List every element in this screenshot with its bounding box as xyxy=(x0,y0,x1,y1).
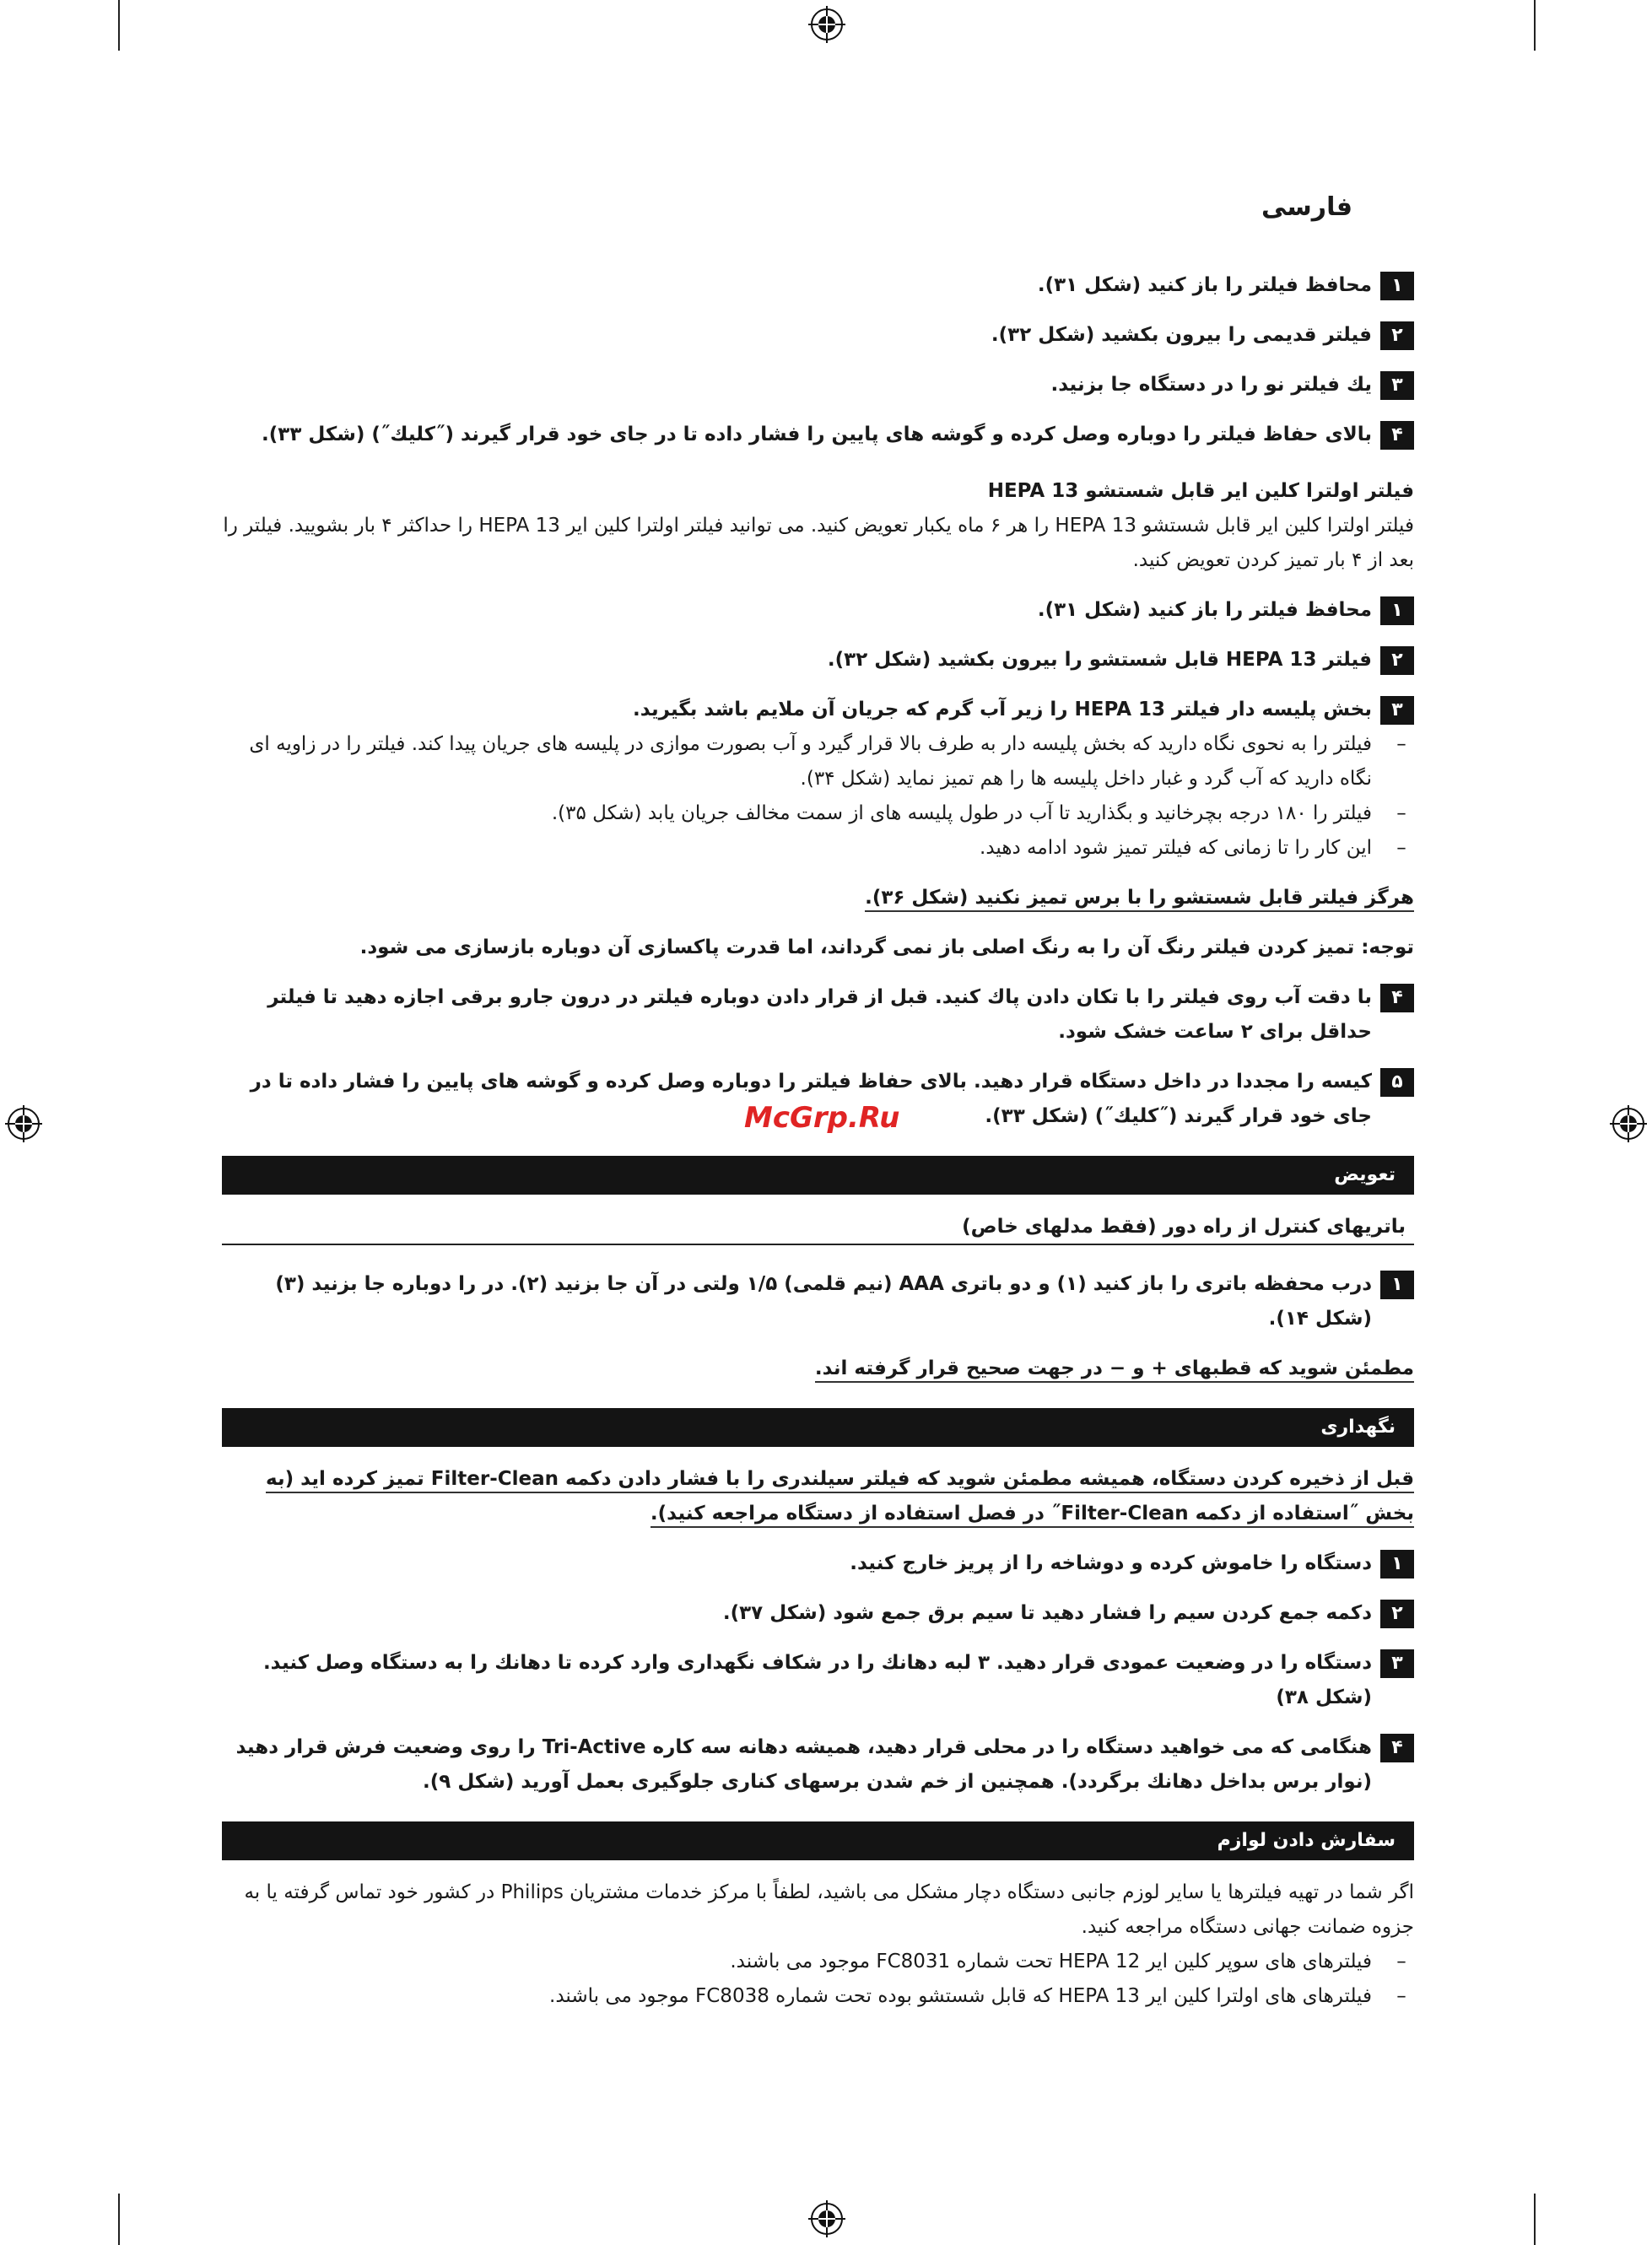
step xyxy=(218,1546,1414,1581)
dash-icon: – xyxy=(1396,733,1406,755)
watermark: McGrp.Ru xyxy=(744,1101,900,1135)
step-number: ۳ xyxy=(1380,371,1414,400)
trim-mark-top-left xyxy=(118,0,120,51)
page-content xyxy=(218,268,1414,2014)
step xyxy=(218,643,1414,677)
step-text: با دقت آب روی فیلتر را با تکان دادن پاك کنید. قبل از قرار دادن دوباره فیلتر در درون جارو برقی اجازه دهید تا فیلتر حداقل برای ۲ ساعت خشک شود. xyxy=(267,986,1372,1043)
step xyxy=(218,418,1414,452)
bullet-item xyxy=(218,727,1414,796)
step xyxy=(218,318,1414,353)
storage-intro-text: قبل از ذخیره کردن دستگاه، همیشه مطمئن شوید که فیلتر سیلندری را با فشار دادن دکمه Filter-Clean تمیز کرده اید (به بخش ˝استفاده از دکمه Filter-Clean˝ در فصل ‌استفاده از دستگاه‌ مراجعه کنید). xyxy=(266,1468,1414,1528)
trim-mark-top-right xyxy=(1534,0,1536,51)
polarity-note xyxy=(218,1352,1414,1386)
step-number: ۳ xyxy=(1380,1649,1414,1678)
registration-mark-bottom xyxy=(808,2200,845,2237)
note: توجه: تمیز کردن فیلتر رنگ آن را به رنگ اصلی باز نمی گرداند، اما قدرت پاکسازی آن دوباره بازسازی می شود. xyxy=(359,936,1414,958)
registration-mark-right xyxy=(1610,1105,1647,1142)
step xyxy=(218,693,1414,727)
step xyxy=(218,593,1414,628)
registration-mark-left xyxy=(5,1105,42,1142)
bullet-text: فیلتر را ۱۸۰ درجه بچرخانید و بگذارید تا آب در طول پلیسه های از سمت مخالف جریان یابد (شکل ۳۵). xyxy=(551,802,1372,824)
step xyxy=(218,1065,1414,1134)
step-number: ۴ xyxy=(1380,1734,1414,1762)
warning-text: هرگز فیلتر قابل شستشو را با برس تمیز نکنید (شکل ۳۶). xyxy=(865,887,1414,912)
bullet-text: این کار را تا زمانی که فیلتر تمیز شود ادامه دهید. xyxy=(980,837,1372,859)
section-replacement xyxy=(222,1156,1414,1245)
step-text: هنگامی که می خواهید دستگاه را در محلی قرار دهید، همیشه دهانه سه کاره Tri-Active را روی وضعیت فرش قرار دهید (نوار برس بداخل دهانك برگردد). همچنین از خم شدن برسهای کناری جلوگیری بعمل آورید (شکل ۹). xyxy=(235,1736,1372,1793)
step-number: ۱ xyxy=(1380,1271,1414,1299)
polarity-note-text: مطمئن شوید که قطبهای + و − در جهت صحیح قرار گرفته اند. xyxy=(815,1357,1414,1383)
section-band: نگهداری xyxy=(222,1408,1414,1447)
warning xyxy=(218,881,1414,915)
step xyxy=(218,268,1414,303)
step-number: ۲ xyxy=(1380,646,1414,675)
step-number: ۴ xyxy=(1380,421,1414,450)
step-number: ۲ xyxy=(1380,321,1414,350)
storage-intro xyxy=(218,1462,1414,1531)
step-number: ۵ xyxy=(1380,1068,1414,1097)
step-text: بالای حفاظ فیلتر را دوباره وصل کرده و گوشه های پایین را فشار داده تا در جای خود قرار گیرند (˝کلیك˝) (شکل ۳۳). xyxy=(262,424,1372,445)
step-text: دستگاه را خاموش کرده و دوشاخه را از پریز خارج کنید. xyxy=(850,1552,1372,1574)
bullet-text: فیلترهای های اولترا کلین ایر HEPA 13 که قابل شستشو بوده تحت شماره FC8038 موجود می باشند. xyxy=(549,1985,1372,2007)
step-number: ۱ xyxy=(1380,596,1414,625)
step-text: درب محفظه باتری را باز کنید (۱) و دو باتری AAA (نیم قلمی) ۱/۵ ولتی در آن جا بزنید (۲). در را دوباره جا بزنید (۳) (شکل ۱۴). xyxy=(275,1273,1372,1330)
step-text: محافظ فیلتر را باز کنید (شکل ۳۱). xyxy=(1037,599,1372,621)
bullet-item xyxy=(218,831,1414,866)
hepa-title: فیلتر اولترا کلین ایر قابل شستشو HEPA 13 xyxy=(987,480,1414,502)
step xyxy=(218,980,1414,1050)
bullet-text: فیلتر را به نحوی نگاه دارید که بخش پلیسه دار به طرف بالا قرار گیرد و آب بصورت موازی در پلیسه های جریان پیدا کند. فیلتر را در زاویه ای نگاه دارید که آب گرد و غبار داخل پلیسه ها را هم تمیز نماید (شکل ۳۴). xyxy=(249,733,1372,790)
section-storage xyxy=(222,1408,1414,1447)
section-subtitle: باتریهای کنترل از راه دور (فقط مدلهای خاص) xyxy=(222,1210,1414,1245)
dash-icon: – xyxy=(1396,1951,1406,1972)
dash-icon: – xyxy=(1396,802,1406,824)
page-heading: فارسی xyxy=(1261,192,1352,222)
step xyxy=(218,1646,1414,1715)
ordering-intro: اگر شما در تهیه فیلترها یا سایر لوزم جانبی دستگاه دچار مشکل می باشید، لطفاً با مرکز خدمات مشتریان Philips در کشور خود تماس گرفته یا به جزوه ضمانت جهانی دستگاه مراجعه کنید. xyxy=(244,1881,1414,1938)
step-number: ۳ xyxy=(1380,696,1414,725)
section-band: سفارش دادن لوازم xyxy=(222,1821,1414,1860)
step-text: فیلتر قدیمی را بیرون بکشید (شکل ۳۲). xyxy=(991,324,1372,346)
bullet-item xyxy=(218,1945,1414,1979)
step-number: ۲ xyxy=(1380,1600,1414,1628)
bullet-item xyxy=(218,796,1414,831)
trim-mark-bottom-right xyxy=(1534,2194,1536,2245)
step-text: یك فیلتر نو را در دستگاه جا بزنید. xyxy=(1050,374,1372,396)
step xyxy=(218,1267,1414,1336)
hepa-intro: فیلتر اولترا کلین ایر قابل شستشو HEPA 13 را هر ۶ ماه یکبار تعویض کنید. می توانید فیلتر اولترا کلین ایر HEPA 13 را حداکثر ۴ بار بشویید. فیلتر را بعد از ۴ بار تمیز کردن تعویض کنید. xyxy=(223,515,1414,571)
section-band: تعویض xyxy=(222,1156,1414,1195)
step-text: دکمه جمع کردن سیم را فشار دهید تا سیم برق جمع شود (شکل ۳۷). xyxy=(722,1602,1372,1624)
step xyxy=(218,1596,1414,1631)
step-number: ۱ xyxy=(1380,1550,1414,1579)
step-text: بخش پلیسه دار فیلتر HEPA 13 را زیر آب گرم که جریان آن ملایم باشد بگیرید. xyxy=(633,699,1372,720)
section-ordering xyxy=(222,1821,1414,1860)
step-number: ۴ xyxy=(1380,984,1414,1012)
bullet-text: فیلترهای های سوپر کلین ایر HEPA 12 تحت شماره FC8031 موجود می باشند. xyxy=(730,1951,1372,1972)
step xyxy=(218,1730,1414,1800)
trim-mark-bottom-left xyxy=(118,2194,120,2245)
step-text: فیلتر HEPA 13 قابل شستشو را بیرون بکشید (شکل ۳۲). xyxy=(827,649,1372,671)
step-text: دستگاه را در وضعیت عمودی قرار دهید. ۳ لبه دهانك را در شکاف نگهداری وارد کرده تا دهانك را به دستگاه وصل کنید. (شکل ۳۸) xyxy=(262,1652,1372,1708)
step-number: ۱ xyxy=(1380,272,1414,300)
step-text: کیسه را مجددا در داخل دستگاه قرار دهید. بالای حفاظ فیلتر را دوباره وصل کرده و گوشه های پایین را فشار داده تا در جای خود قرار گیرند (˝کلیك˝) (شکل ۳۳). xyxy=(250,1071,1372,1127)
dash-icon: – xyxy=(1396,837,1406,859)
step-text: محافظ فیلتر را باز کنید (شکل ۳۱). xyxy=(1037,274,1372,296)
registration-mark-top xyxy=(808,6,845,43)
dash-icon: – xyxy=(1396,1985,1406,2007)
bullet-item xyxy=(218,1979,1414,2014)
step xyxy=(218,368,1414,402)
